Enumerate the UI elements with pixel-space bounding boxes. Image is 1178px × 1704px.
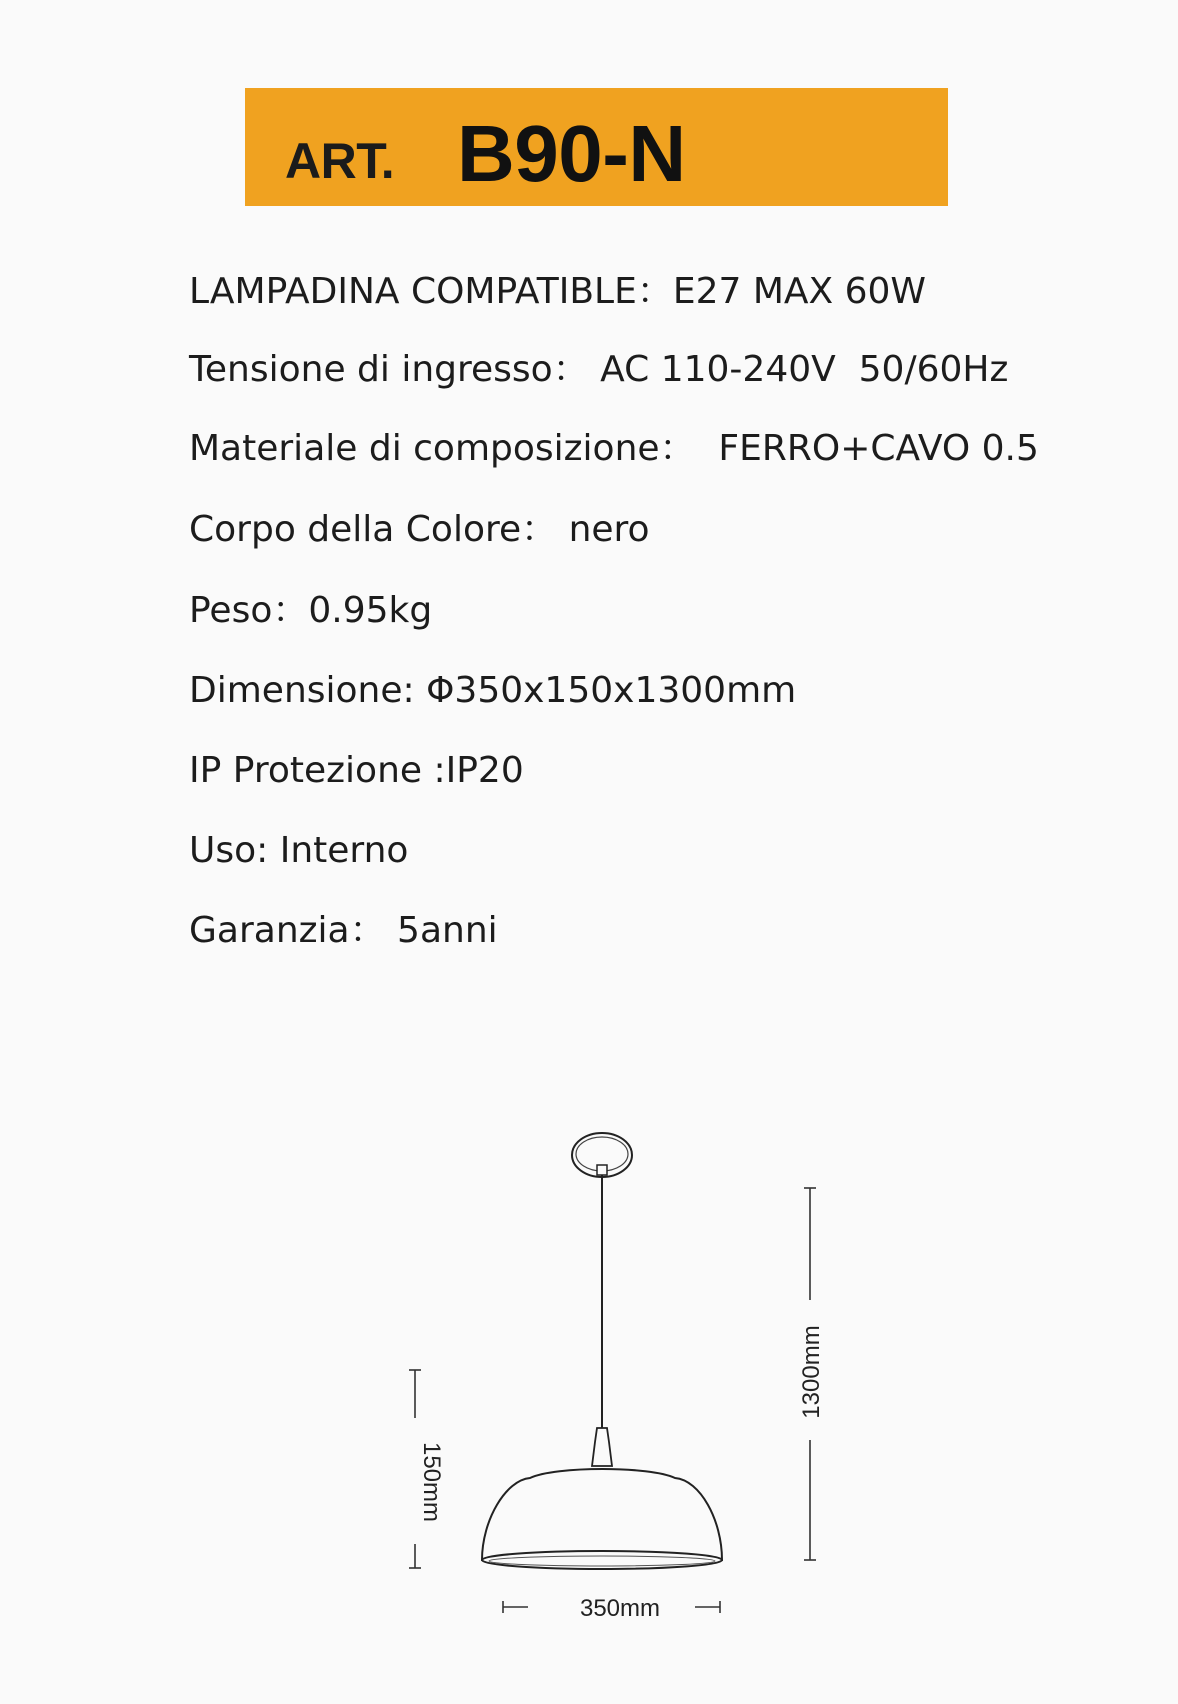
dome-shade [482,1469,722,1569]
width-label: 350mm [579,1595,661,1622]
ceiling-canopy [572,1133,632,1177]
spec-ip-protection: IP Protezione :IP20 [189,750,524,791]
product-code: B90-N [457,109,686,198]
spec-warranty: Garanzia： 5anni [189,910,498,951]
title-art-prefix: ART. [285,133,395,189]
lamp-holder [592,1428,612,1466]
spec-material: Materiale di composizione： FERRO+CAVO 0.5 [189,428,1039,469]
height-dimension-line [796,1188,825,1560]
spec-voltage: Tensione di ingresso： AC 110-240V 50/60Hz [189,349,1009,390]
spec-color: Corpo della Colore： nero [189,509,650,550]
spec-bulb: LAMPADINA COMPATIBLE：E27 MAX 60W [189,271,927,312]
shade-height-dimension-line [400,1370,445,1568]
width-dimension-line [503,1595,720,1622]
spec-use: Uso: Interno [189,830,409,871]
height-label: 1300mm [798,1325,825,1419]
spec-weight: Peso：0.95kg [189,590,433,631]
shade-height-label: 150mm [418,1441,445,1523]
spec-dimensions: Dimensione: Φ350x150x1300mm [189,670,797,711]
